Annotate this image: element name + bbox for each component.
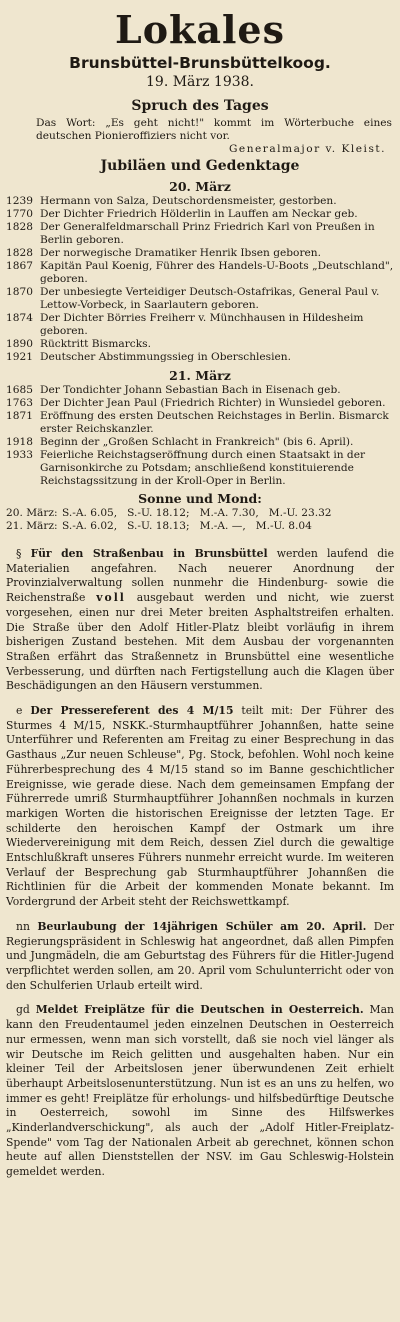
article-marker: gd	[16, 1003, 30, 1017]
event-text: Der norwegische Dramatiker Henrik Ibsen geboren.	[40, 247, 321, 259]
article-beurlaubung	[6, 920, 394, 994]
event-item	[6, 208, 394, 221]
event-item	[6, 247, 394, 260]
article-body: teilt mit: Der Führer des Sturmes 4 M/15, NSKK.-Sturmhauptführer Johannßen, hatte seine Unterführer und Referenten am Freitag zu einer Besprechung in das Gasthaus „Zur neuen Schleuse", Pg. Stock, befohlen. Wohl noch keine Führerbesprechung des 4 M/15 stand so im Banne geschichtlicher Ereignisse, wie gerade diese. Nach dem gemeinsamen Empfang der Führerrede umriß Sturmhauptführer Johannßen nochmals in kurzen markigen Worten die historischen Ereignisse der letzten Tage. Er schilderte den heroischen Kampf der Ostmark um ihre Wiedervereinigung mit dem Reich, dessen Ziel durch die gewaltige Entschlußkraft unseres Führers nunmehr erreicht wurde. Im weiteren Verlauf der Besprechung gab Sturmhauptführer Johannßen die Richtlinien für die Arbeit der kommenden Monate bekannt. Im Vordergrund der Arbeit steht der Reichswettkampf.	[6, 704, 394, 909]
event-year: 1890	[6, 338, 33, 350]
sonne-row	[6, 507, 394, 520]
article-marker: §	[16, 547, 22, 560]
spruch-author: Generalmajor v. Kleist.	[228, 143, 386, 155]
spruch-heading: Spruch des Tages	[131, 98, 269, 114]
article-freiplaetze	[6, 1003, 394, 1179]
event-list-1	[6, 195, 394, 364]
event-item	[6, 351, 394, 364]
sonne-untergang: S.-U. 18.13;	[127, 520, 190, 532]
event-text: Deutscher Abstimmungssieg in Oberschlesien.	[40, 351, 291, 363]
article-lead: Für den Straßenbau in Brunsbüttel	[30, 547, 268, 560]
event-item	[6, 384, 394, 397]
event-text: Feierliche Reichstagseröffnung durch einen Staatsakt in der Garnisonkirche zu Potsdam; anschließend konstituierende Reichstagssitzung in der Kroll-Oper in Berlin.	[40, 449, 366, 487]
event-year: 1685	[6, 384, 33, 396]
sonne-aufgang: S.-A. 6.05,	[62, 507, 118, 519]
event-item	[6, 260, 394, 286]
event-text: Der Generalfeldmarschall Prinz Friedrich Karl von Preußen in Berlin geboren.	[40, 221, 375, 246]
mond-aufgang: M.-A. 7.30,	[199, 507, 259, 519]
event-item	[6, 312, 394, 338]
day-heading-1: 20. März	[169, 179, 231, 194]
event-text: Kapitän Paul Koenig, Führer des Handels-U-Boots „Deutschland", geboren.	[40, 260, 394, 285]
sonne-untergang: S.-U. 18.12;	[127, 507, 190, 519]
article-lead: Beurlaubung der 14jährigen Schüler am 20. April.	[37, 919, 367, 933]
mond-untergang: M.-U. 8.04	[255, 520, 312, 532]
issue-date: 19. März 1938.	[146, 74, 254, 90]
event-item	[6, 286, 394, 312]
event-item	[6, 221, 394, 247]
article-marker: e	[16, 704, 23, 718]
event-year: 1867	[6, 260, 33, 272]
article-marker: nn	[16, 919, 30, 933]
mond-untergang: M.-U. 23.32	[268, 507, 332, 519]
event-year: 1828	[6, 247, 33, 259]
event-text: Rücktritt Bismarcks.	[40, 338, 151, 350]
sonne-table	[6, 507, 394, 533]
event-year: 1918	[6, 436, 33, 448]
event-year: 1933	[6, 449, 33, 461]
article-body: Der Regierungspräsident in Schleswig hat angeordnet, daß allen Pimpfen und Jungmädeln, die am Geburtstag des Führers für die Hitler-Jugend verpflichtet werden sollen, am 20. April vom Schulunterricht oder von den Schulferien Urlaub erteilt wird.	[6, 919, 395, 992]
event-text: Der unbesiegte Verteidiger Deutsch-Ostafrikas, General Paul v. Lettow-Vorbeck, in Saarlautern geboren.	[40, 286, 380, 311]
event-item	[6, 410, 394, 436]
event-text: Hermann von Salza, Deutschordensmeister, gestorben.	[40, 195, 337, 207]
event-text: Beginn der „Großen Schlacht in Frankreich" (bis 6. April).	[40, 436, 354, 448]
jubilaeen-heading: Jubiläen und Gedenktage	[100, 158, 300, 174]
event-year: 1828	[6, 221, 33, 233]
event-year: 1239	[6, 195, 33, 207]
event-item	[6, 436, 394, 449]
event-text: Der Dichter Friedrich Hölderlin in Lauffen am Neckar geb.	[40, 208, 358, 220]
event-text: Der Tondichter Johann Sebastian Bach in Eisenach geb.	[40, 384, 341, 396]
event-year: 1921	[6, 351, 33, 363]
event-year: 1770	[6, 208, 33, 220]
article-emphasis: voll	[96, 591, 126, 605]
event-year: 1874	[6, 312, 33, 324]
sonne-aufgang: S.-A. 6.02,	[62, 520, 118, 532]
section-masthead: Lokales	[114, 7, 286, 52]
article-lead: Meldet Freiplätze für die Deutschen in Oesterreich.	[35, 1003, 364, 1017]
sonne-row	[6, 520, 394, 533]
event-year: 1871	[6, 410, 33, 422]
article-body: ausgebaut werden und nicht, wie zuerst vorgesehen, einen nur drei Meter breiten Asphaltstreifen erhalten. Die Straße über den Adolf Hitler-Platz bleibt vorläufig in ihrem bisherigen Zustand bestehen. Mit dem Ausbau der vorgenannten Straßen erfährt das Straßennetz in Brunsbüttel eine wesentliche Verbesserung, und dürften nach Fertigstellung auch die Klagen über Beschädigungen an den Häusern verstummen.	[6, 591, 394, 693]
sonne-heading: Sonne und Mond:	[138, 491, 262, 506]
article-body: Man kann den Freudentaumel jeden einzelnen Deutschen in Oesterreich nur ermessen, wenn man sich vorstellt, daß sie noch viel länger als wir Deutsche im Reich gelitten und ausgehalten haben. Nur ein kleiner Teil der Arbeitslosen jener überwundenen Zeit erhielt überhaupt Arbeitslosenunterstützung. Nun ist es an uns zu helfen, wo immer es geht! Freiplätze für erholungs- und hilfsbedürftige Deutsche in Oesterreich, sowohl im Sinne des Hilfswerkes „Kinderlandverschickung", als auch der „Adolf Hitler-Freiplatz-Spende" vom Tag der Nationalen Arbeit ab gerechnet, können schon heute auf allen Dienststellen der NSV. im Gau Schleswig-Holstein gemeldet werden.	[6, 1003, 394, 1179]
article-pressereferent	[6, 704, 394, 910]
event-text: Der Dichter Jean Paul (Friedrich Richter) in Wunsiedel geboren.	[40, 397, 386, 409]
event-item	[6, 338, 394, 351]
article-lead: Der Pressereferent des 4 M/15	[30, 704, 234, 718]
event-year: 1763	[6, 397, 33, 409]
event-list-2	[6, 384, 394, 488]
sonne-day: 21. März:	[6, 520, 58, 532]
event-item	[6, 449, 394, 488]
event-year: 1870	[6, 286, 33, 298]
event-text: Eröffnung des ersten Deutschen Reichstages in Berlin. Bismarck erster Reichskanzler.	[40, 410, 389, 435]
article-strassenbau	[6, 547, 394, 694]
sonne-day: 20. März:	[6, 507, 58, 519]
article-body: werden laufend die Materialien angefahren. Nach neuerer Anordnung der Provinzialverwaltung sollen nunmehr die Hindenburg- sowie die Reichenstraße	[6, 547, 395, 605]
day-heading-2: 21. März	[169, 368, 231, 383]
event-text: Der Dichter Börries Freiherr v. Münchhausen in Hildesheim geboren.	[40, 312, 364, 337]
spruch-text: Das Wort: „Es geht nicht!" kommt im Wörterbuche eines deutschen Pionieroffiziers nicht vor.	[36, 117, 392, 142]
event-item	[6, 397, 394, 410]
event-item	[6, 195, 394, 208]
section-subtitle: Brunsbüttel-Brunsbüttelkoog.	[69, 54, 331, 72]
mond-aufgang: M.-A. —,	[199, 520, 246, 532]
